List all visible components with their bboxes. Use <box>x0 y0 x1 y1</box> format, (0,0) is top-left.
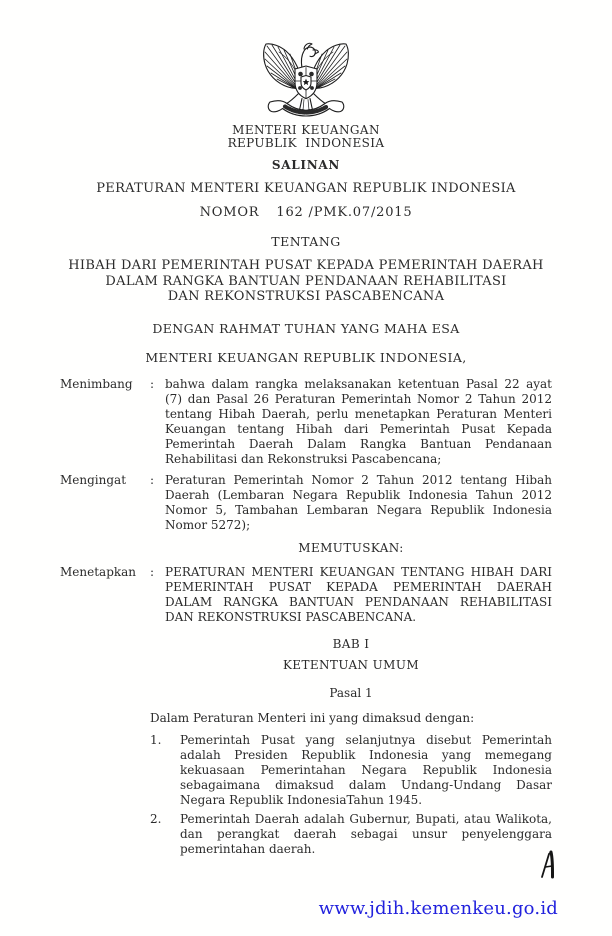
regulation-title: PERATURAN MENTERI KEUANGAN REPUBLIK INDONESIA <box>96 181 516 196</box>
menetapkan-label: Menetapkan <box>60 564 137 579</box>
ministry-name: MENTERI KEUANGAN <box>232 123 380 137</box>
definition-text: Pemerintah Daerah adalah Gubernur, Bupati, atau Walikota, dan perangkat daerah sebagai unsur penyelenggara pemerintahan daerah. <box>180 811 552 856</box>
menimbang-label: Menimbang <box>60 376 133 391</box>
definition-number: 1. <box>150 732 162 747</box>
menimbang-clause <box>60 377 552 467</box>
about-label: TENTANG <box>271 234 341 249</box>
menetapkan-text: PERATURAN MENTERI KEUANGAN TENTANG HIBAH DARI PEMERINTAH PUSAT KEPADA PEMERINTAH DAERAH DALAM RANGKA BANTUAN PENDANAAN REHABILITASI DAN REKONSTRUKSI PASCABENCANA. <box>165 564 552 624</box>
mengingat-clause <box>60 473 552 533</box>
memutuskan-heading: MEMUTUSKAN: <box>298 540 404 555</box>
subject-line-3: DAN REKONSTRUKSI PASCABENCANA <box>167 289 445 304</box>
footer-jdih-link[interactable]: www.jdih.kemenkeu.go.id <box>318 898 558 919</box>
article-number: Pasal 1 <box>329 685 373 700</box>
letterhead <box>0 40 612 365</box>
republic-name: REPUBLIK INDONESIA <box>227 136 385 150</box>
mengingat-text: Peraturan Pemerintah Nomor 2 Tahun 2012 tentang Hibah Daerah (Lembaran Negara Republik Indonesia Tahun 2012 Nomor 5, Tambahan Lembaran Negara Republik Indonesia Nomor 5272); <box>165 472 552 532</box>
subject-title <box>0 258 612 305</box>
definition-item <box>150 733 552 808</box>
subject-line-2: DALAM RANGKA BANTUAN PENDANAAN REHABILITASI <box>105 273 507 289</box>
article-intro: Dalam Peraturan Menteri ini yang dimaksud dengan: <box>150 710 475 725</box>
mengingat-label: Mengingat <box>60 472 127 487</box>
garuda-pancasila-emblem-icon <box>258 40 354 124</box>
document-body <box>60 377 552 857</box>
definition-text: Pemerintah Pusat yang selanjutnya disebut Pemerintah adalah Presiden Republik Indonesia yang memegang kekuasaan Pemerintahan Negara Republik Indonesia sebagaimana dimaksud dalam Undang-Undang Dasar Negara Republik IndonesiaTahun 1945. <box>180 732 552 807</box>
menimbang-colon: : <box>150 376 155 391</box>
chapter-number: BAB I <box>332 636 370 651</box>
number-label: NOMOR <box>199 205 260 220</box>
invocation-line: DENGAN RAHMAT TUHAN YANG MAHA ESA <box>152 320 460 336</box>
number-value: 162 /PMK.07/2015 <box>276 205 413 220</box>
chapter-title: KETENTUAN UMUM <box>282 657 420 672</box>
menetapkan-clause <box>60 565 552 625</box>
handwritten-paraf-mark <box>540 850 558 879</box>
definition-number: 2. <box>150 811 162 826</box>
definition-list <box>150 733 552 857</box>
menetapkan-colon: : <box>150 564 155 579</box>
mengingat-colon: : <box>150 472 155 487</box>
subject-line-1: HIBAH DARI PEMERINTAH PUSAT KEPADA PEMERINTAH DAERAH <box>68 258 544 273</box>
copy-label: SALINAN <box>271 158 341 172</box>
authority-line: MENTERI KEUANGAN REPUBLIK INDONESIA, <box>145 349 467 365</box>
regulation-number-line <box>0 205 612 220</box>
menimbang-text: bahwa dalam rangka melaksanakan ketentuan Pasal 22 ayat (7) dan Pasal 26 Peraturan Pemerintah Nomor 2 Tahun 2012 tentang Hibah Daerah, perlu menetapkan Peraturan Menteri Keuangan tentang Hibah dari Pemerintah Pusat Kepada Pemerintah Daerah Dalam Rangka Bantuan Pendanaan Rehabilitasi dan Rekonstruksi Pascabencana; <box>165 376 552 466</box>
definition-item <box>150 812 552 857</box>
